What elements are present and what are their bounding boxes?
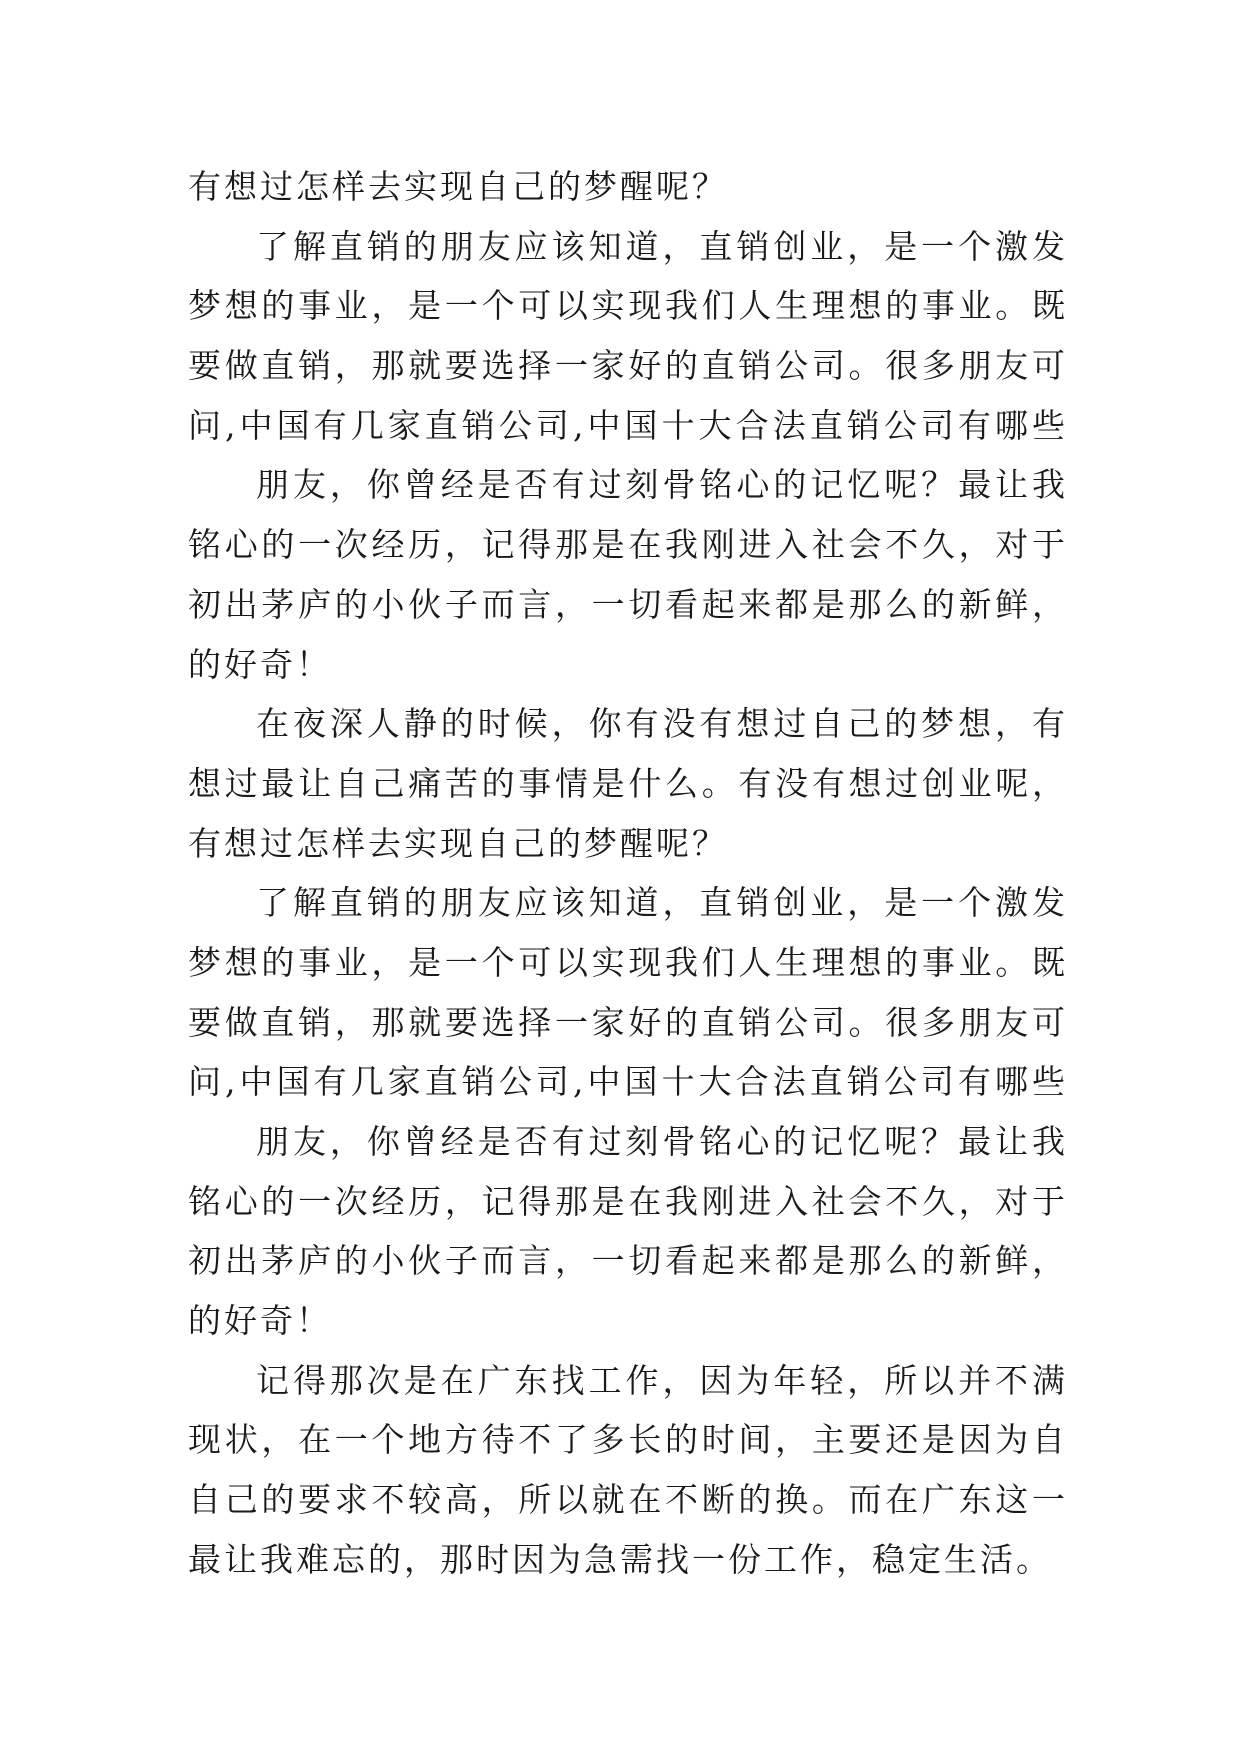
document-body <box>188 157 1068 1590</box>
text-line: 铭心的一次经历，记得那是在我刚进入社会不久，对于 <box>188 525 1068 565</box>
text-line: 问,中国有几家直销公司,中国十大合法直销公司有哪些 <box>188 405 1068 445</box>
text-line: 最让我难忘的，那时因为急需找一份工作，稳定生活。 <box>188 1539 1052 1579</box>
text-line: 问,中国有几家直销公司,中国十大合法直销公司有哪些 <box>188 1062 1068 1102</box>
text-line: 有想过怎样去实现自己的梦醒呢？ <box>188 167 728 206</box>
text-line: 现状，在一个地方待不了多长的时间，主要还是因为自 <box>188 1420 1068 1460</box>
text-line: 想过最让自己痛苦的事情是什么。有没有想过创业呢， <box>188 763 1068 803</box>
paragraph-first-line: 了解直销的朋友应该知道，直销创业，是一个激发 <box>256 226 1068 266</box>
paragraph-first-line: 记得那次是在广东找工作，因为年轻，所以并不满 <box>256 1360 1068 1400</box>
text-line: 铭心的一次经历，记得那是在我刚进入社会不久，对于 <box>188 1181 1068 1221</box>
text-line: 梦想的事业，是一个可以实现我们人生理想的事业。既 <box>188 942 1068 982</box>
paragraph-first-line: 朋友，你曾经是否有过刻骨铭心的记忆呢？最让我 <box>256 465 1068 505</box>
text-line: 自己的要求不较高，所以就在不断的换。而在广东这一 <box>188 1480 1068 1520</box>
text-line: 初出茅庐的小伙子而言，一切看起来都是那么的新鲜， <box>188 584 1068 624</box>
text-line: 梦想的事业，是一个可以实现我们人生理想的事业。既 <box>188 286 1068 326</box>
text-line: 有想过怎样去实现自己的梦醒呢？ <box>188 823 728 863</box>
paragraph-first-line: 了解直销的朋友应该知道，直销创业，是一个激发 <box>256 883 1068 923</box>
text-line: 要做直销，那就要选择一家好的直销公司。很多朋友可 <box>188 1002 1068 1042</box>
paragraph-first-line: 朋友，你曾经是否有过刻骨铭心的记忆呢？最让我 <box>256 1122 1068 1161</box>
text-line: 的好奇！ <box>188 644 332 684</box>
text-line: 要做直销，那就要选择一家好的直销公司。很多朋友可 <box>188 346 1068 386</box>
text-line: 初出茅庐的小伙子而言，一切看起来都是那么的新鲜， <box>188 1241 1068 1281</box>
paragraph-first-line: 在夜深人静的时候，你有没有想过自己的梦想，有 <box>256 704 1068 744</box>
text-line: 的好奇！ <box>188 1301 332 1341</box>
